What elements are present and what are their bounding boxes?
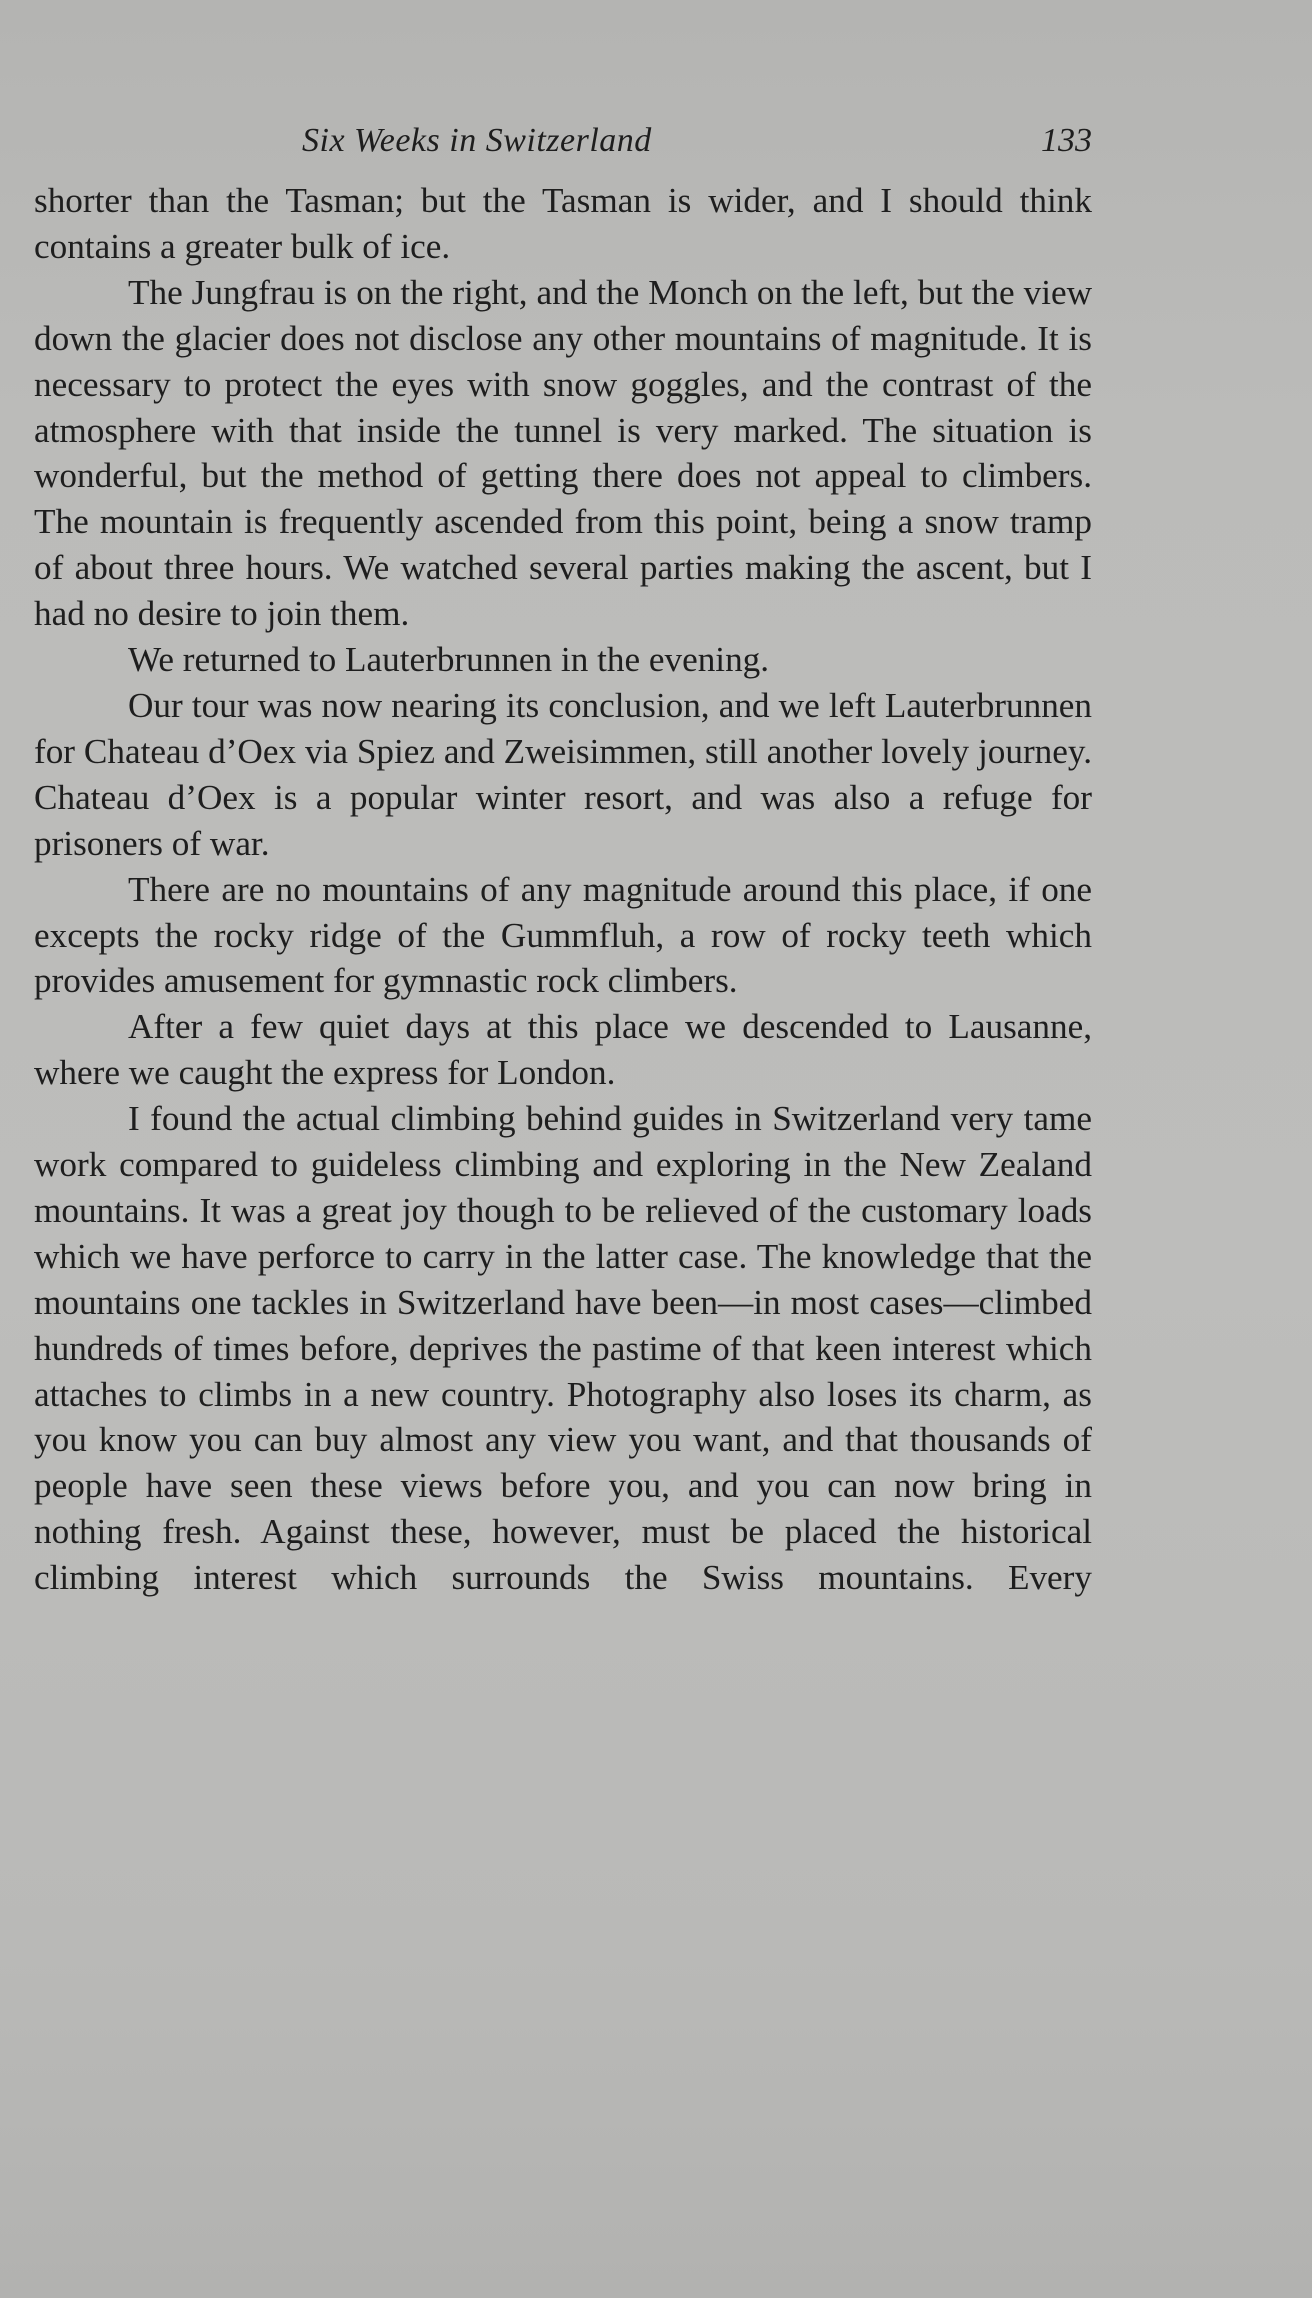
page-number: 133 (1041, 122, 1092, 159)
running-title: Six Weeks in Switzerland (302, 122, 652, 159)
book-page (34, 118, 1092, 1601)
paragraph-5: There are no mountains of any magnitude around this place, if one excepts the rocky ridge of the Gummfluh, a row of rocky teeth which provides amusement for gymnastic rock climbers. (34, 869, 1092, 1001)
paragraph-3: We returned to Lauterbrunnen in the evening. (128, 640, 770, 680)
paragraph-2: The Jungfrau is on the right, and the Monch on the left, but the view down the glacier does not disclose any other mountains of magnitude. It is necessary to protect the eyes with snow goggles, and the contrast of the atmosphere with that inside the tunnel is very marked. The situation is wonderful, but the method of getting there does not appeal to climbers. The mountain is frequently ascended from this point, being a snow tramp of about three hours. We watched several parties making the ascent, but I had no desire to join them. (34, 272, 1092, 634)
paragraph-1: shorter than the Tasman; but the Tasman is wider, and I should think contains a greater bulk of ice. (34, 181, 1092, 266)
paragraph-7: I found the actual climbing behind guides in Switzerland very tame work compared to guideless climbing and exploring in the New Zealand mountains. It was a great joy though to be relieved of the customary loads which we have perforce to carry in the latter case. The knowledge that the mountains one tackles in Switzerland have been—in most cases—climbed hundreds of times before, deprives the pastime of that keen interest which attaches to climbs in a new country. Photography also loses its charm, as you know you can buy almost any view you want, and that thousands of people have seen these views before you, and you can now bring in nothing fresh. Against these, however, must be placed the historical climbing interest which surrounds the Swiss mountains. Every (34, 1099, 1092, 1598)
body-text (34, 178, 1092, 1601)
paragraph-4: Our tour was now nearing its conclusion, and we left Lauterbrunnen for Chateau d’Oex via Spiez and Zweisimmen, still another lovely journey. Chateau d’Oex is a popular winter resort, and was also a refuge for prisoners of war. (34, 685, 1092, 863)
page-header (34, 118, 1092, 178)
paragraph-6: After a few quiet days at this place we descended to Lausanne, where we caught the express for London. (34, 1007, 1092, 1093)
